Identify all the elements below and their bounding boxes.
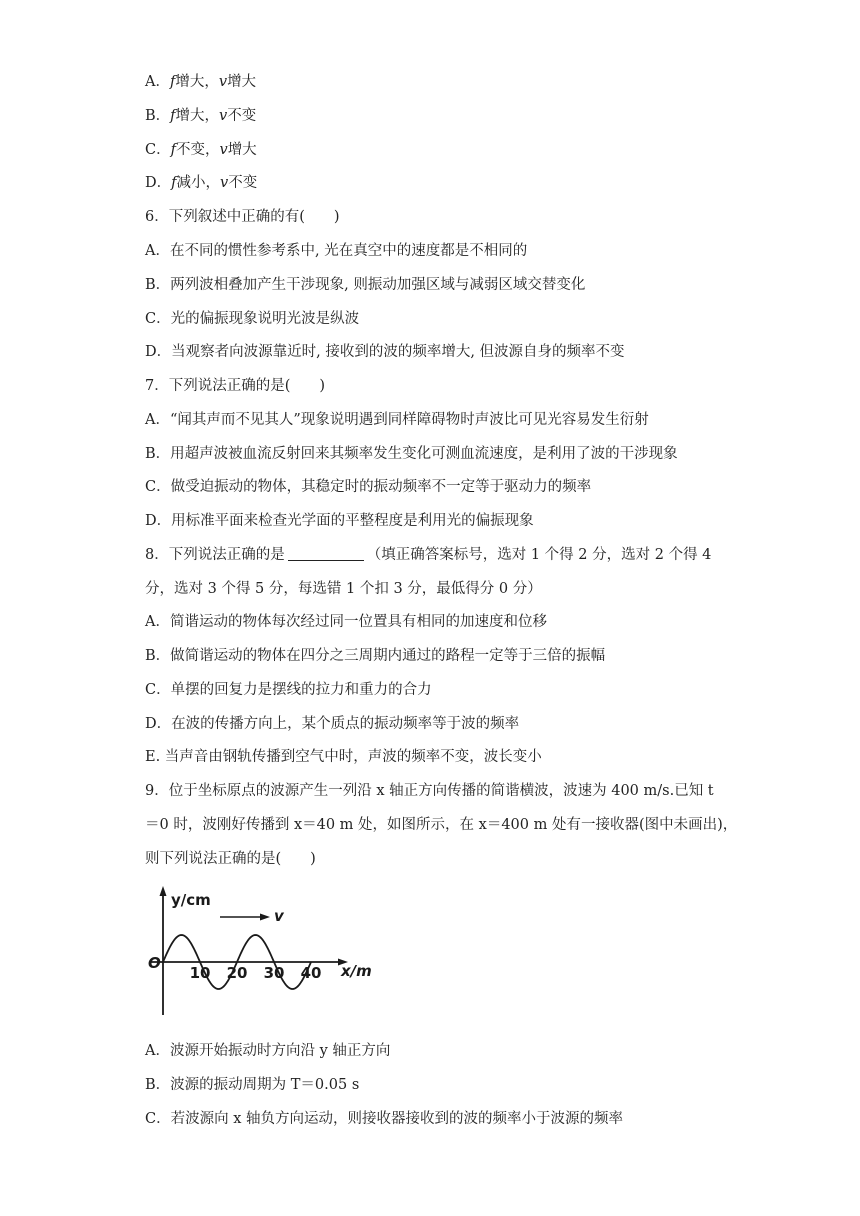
q8-option-d: D．在波的传播方向上，某个质点的振动频率等于波的频率 bbox=[145, 716, 520, 732]
q5-option-a: A．f增大，v增大 bbox=[145, 74, 257, 90]
q8-option-a: A．简谐运动的物体每次经过同一位置具有相同的加速度和位移 bbox=[145, 614, 547, 630]
q6-option-c: C．光的偏振现象说明光波是纵波 bbox=[145, 311, 360, 327]
q6-stem: 6．下列叙述中正确的有( ) bbox=[145, 209, 340, 225]
q8-stem-line2: 分，选对 3 个得 5 分，每选错 1 个扣 3 分，最低得分 0 分） bbox=[145, 581, 542, 597]
y-axis-label: y/cm bbox=[171, 891, 211, 909]
q9-option-b: B．波源的振动周期为 T＝0.05 s bbox=[145, 1077, 360, 1093]
q5-option-d: D．f减小，v不变 bbox=[145, 175, 258, 191]
q9-stem-line1: 9．位于坐标原点的波源产生一列沿 x 轴正方向传播的简谐横波，波速为 400 m/s.已知 t bbox=[145, 783, 714, 799]
q7-option-a: A．“闻其声而不见其人”现象说明遇到同样障碍物时声波比可见光容易发生衍射 bbox=[145, 412, 649, 428]
x-axis-label: x/m bbox=[341, 962, 372, 980]
q7-option-c: C．做受迫振动的物体，其稳定时的振动频率不一定等于驱动力的频率 bbox=[145, 479, 592, 495]
q8-stem-line1: 8．下列说法正确的是 （填正确答案标号，选对 1 个得 2 分，选对 2 个得 4 bbox=[145, 547, 712, 563]
q9-option-c: C．若波源向 x 轴负方向运动，则接收器接收到的波的频率小于波源的频率 bbox=[145, 1111, 623, 1127]
tick-label-10: 10 bbox=[189, 964, 211, 982]
answer-blank bbox=[288, 546, 364, 561]
q8-option-e: E. 当声音由钢轨传播到空气中时，声波的频率不变，波长变小 bbox=[145, 749, 542, 765]
tick-label-40: 40 bbox=[300, 964, 322, 982]
q7-option-b: B．用超声波被血流反射回来其频率发生变化可测血流速度，是利用了波的干涉现象 bbox=[145, 446, 678, 462]
q6-option-a: A．在不同的惯性参考系中, 光在真空中的速度都是不相同的 bbox=[145, 243, 528, 259]
q5-option-b: B．f增大，v不变 bbox=[145, 108, 257, 124]
tick-labels bbox=[190, 964, 322, 982]
q5-option-c: C．f不变，v增大 bbox=[145, 142, 257, 158]
tick-label-30: 30 bbox=[263, 964, 285, 982]
q8-option-b: B．做简谐运动的物体在四分之三周期内通过的路程一定等于三倍的振幅 bbox=[145, 648, 606, 664]
velocity-arrow-head bbox=[260, 914, 270, 921]
origin-label: O bbox=[148, 954, 161, 972]
q9-stem-line2: ＝0 时，波刚好传播到 x＝40 m 处，如图所示，在 x＝400 m 处有一接收器(图中未画出)， bbox=[145, 817, 738, 833]
tick-label-20: 20 bbox=[226, 964, 248, 982]
q6-option-b: B．两列波相叠加产生干涉现象, 则振动加强区域与减弱区域交替变化 bbox=[145, 277, 586, 293]
q8-option-c: C．单摆的回复力是摆线的拉力和重力的合力 bbox=[145, 682, 432, 698]
q6-option-d: D．当观察者向波源靠近时, 接收到的波的频率增大, 但波源自身的频率不变 bbox=[145, 344, 625, 360]
q7-option-d: D．用标准平面来检查光学面的平整程度是利用光的偏振现象 bbox=[145, 513, 534, 529]
q9-stem-line3: 则下列说法正确的是( ) bbox=[145, 851, 316, 867]
velocity-label: v bbox=[274, 907, 284, 925]
q9-option-a: A．波源开始振动时方向沿 y 轴正方向 bbox=[145, 1043, 391, 1059]
q7-stem: 7．下列说法正确的是( ) bbox=[145, 378, 326, 394]
wave-figure bbox=[140, 880, 380, 1020]
y-axis-arrow bbox=[160, 886, 167, 896]
